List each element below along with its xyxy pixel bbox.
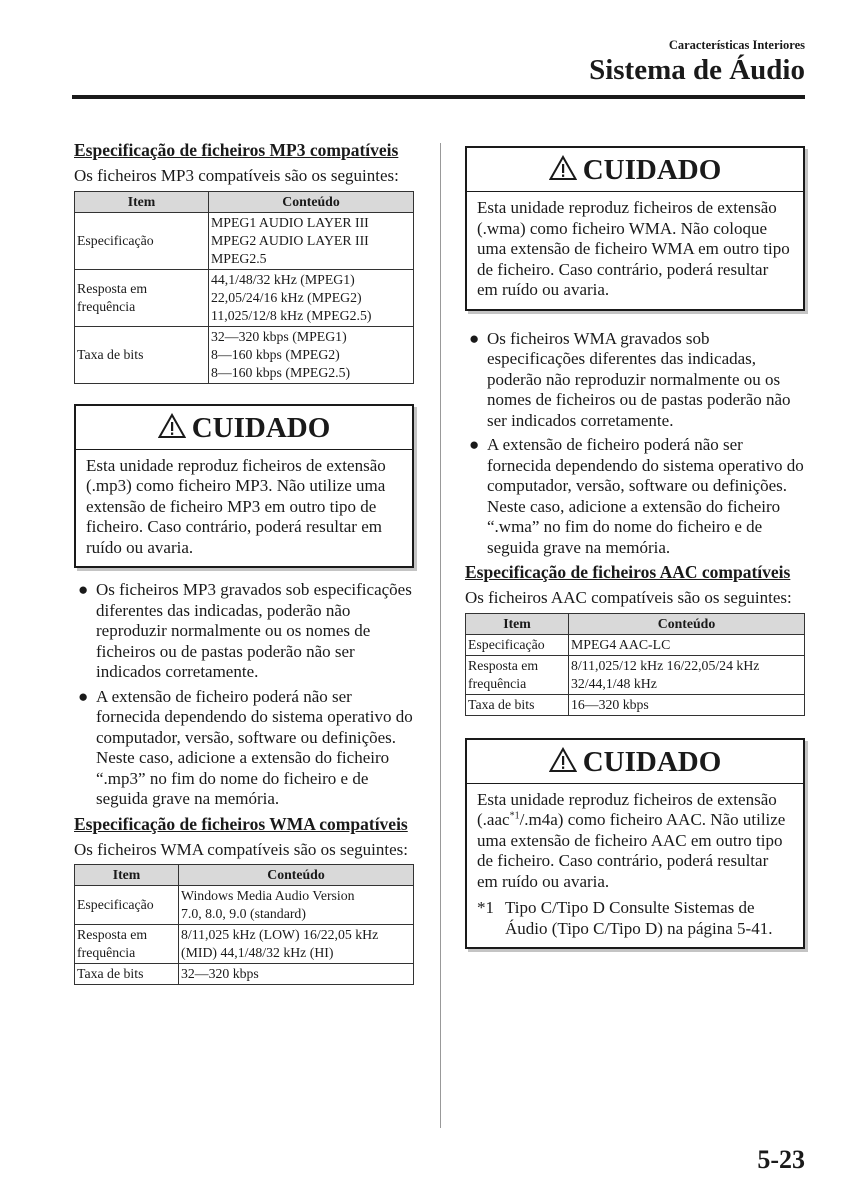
cell-content — [569, 655, 805, 694]
footnote-text: Tipo C/Tipo D Consulte Sistemas de Áudio (Tipo C/Tipo D) na página 5-41. — [505, 898, 773, 938]
mp3-spec-table — [74, 191, 414, 384]
wma-intro: Os ficheiros WMA compatíveis são os seguintes: — [74, 839, 408, 859]
warning-title: CUIDADO — [582, 154, 722, 186]
content-line: 44,1/48/32 kHz (MPEG1) — [211, 271, 355, 287]
aac-warning-box — [465, 738, 805, 950]
content-line: 8/11,025/12 kHz 16/22,05/24 kHz — [571, 657, 760, 673]
aac-spec-table — [465, 613, 805, 716]
bullet-text: A extensão de ficheiro poderá não ser fornecida dependendo do sistema operativo do computador, versão, software ou definições. Neste caso, adicione a extensão do ficheiro “.mp3” no fim do nome do ficheiro e de seguida grave na memória. — [96, 686, 413, 808]
left-column — [74, 140, 414, 985]
table-row — [466, 694, 805, 715]
aac-heading: Especificação de ficheiros AAC compatíveis — [465, 562, 791, 582]
content-line: 32/44,1/48 kHz — [571, 675, 657, 691]
wma-warning-box — [465, 146, 805, 311]
cell-item: Taxa de bits — [75, 326, 209, 383]
cell-item: Taxa de bits — [466, 694, 569, 715]
mp3-bullets — [74, 580, 414, 810]
mp3-intro: Os ficheiros MP3 compatíveis são os seguintes: — [74, 166, 399, 185]
cell-content — [569, 634, 805, 655]
right-column — [465, 146, 805, 949]
wma-bullets — [465, 329, 805, 559]
footnote — [477, 898, 793, 939]
content-line: MPEG4 AAC-LC — [571, 636, 671, 652]
column-header-item: Item — [75, 191, 209, 212]
table-header-row — [75, 191, 414, 212]
list-item — [465, 329, 805, 432]
warning-header — [76, 406, 412, 450]
table-row — [75, 925, 414, 964]
list-item — [74, 687, 414, 810]
column-header-content: Conteúdo — [209, 191, 414, 212]
warning-header — [467, 740, 803, 784]
list-item — [74, 580, 414, 683]
table-header-row — [466, 613, 805, 634]
cell-item: Resposta em frequência — [75, 925, 179, 964]
bullet-text: Os ficheiros MP3 gravados sob especificações diferentes das indicadas, poderão não reproduzir normalmente ou os nomes de ficheiros ou de pastas poderão não ser indicados corretamente. — [96, 580, 412, 681]
warning-header — [467, 148, 803, 192]
aac-intro: Os ficheiros AAC compatíveis são os seguintes: — [465, 588, 792, 607]
wma-spec-table — [74, 864, 414, 985]
warning-text-part: /.m4a) como ficheiro AAC. Não utilize uma extensão de ficheiro AAC em outro tipo de ficheiro. Caso contrário, poderá resultar em ruído ou avaria. — [477, 810, 786, 891]
cell-content — [209, 326, 414, 383]
content-line: 8/11,025 kHz (LOW) 16/22,05 kHz — [181, 927, 379, 942]
column-header-item: Item — [466, 613, 569, 634]
cell-item: Taxa de bits — [75, 964, 179, 985]
table-row — [75, 326, 414, 383]
column-header-content: Conteúdo — [569, 613, 805, 634]
header-rule — [72, 95, 805, 99]
content-line: 32—320 kbps (MPEG1) — [211, 328, 347, 344]
bullet-icon: ● — [78, 686, 89, 706]
cell-item: Especificação — [466, 634, 569, 655]
cell-content — [209, 212, 414, 269]
content-line: 16—320 kbps — [571, 696, 649, 712]
bullet-text: A extensão de ficheiro poderá não ser fornecida dependendo do sistema operativo do computador, versão, software ou definições. Neste caso, adicione a extensão do ficheiro “.wma” no fim do nome do ficheiro e de seguida grave na memória. — [487, 435, 804, 557]
page-number: 5-23 — [757, 1145, 805, 1174]
table-row — [75, 212, 414, 269]
table-row — [466, 655, 805, 694]
footnote-mark: *1 — [477, 898, 494, 917]
table-row — [75, 886, 414, 925]
list-item — [465, 435, 805, 558]
warning-triangle-icon — [549, 155, 577, 181]
mp3-warning-box — [74, 404, 414, 569]
warning-title: CUIDADO — [191, 411, 331, 444]
warning-text — [467, 784, 803, 948]
content-line: MPEG2 AUDIO LAYER III — [211, 232, 369, 248]
cell-content — [179, 925, 414, 964]
content-line: 7.0, 8.0, 9.0 (standard) — [181, 906, 306, 921]
section-header: Características Interiores — [668, 38, 805, 52]
warning-triangle-icon — [158, 413, 186, 439]
warning-triangle-icon — [549, 747, 577, 773]
content-line: 32—320 kbps — [181, 966, 259, 981]
cell-item: Resposta em frequência — [466, 655, 569, 694]
bullet-icon: ● — [469, 435, 480, 454]
warning-title: CUIDADO — [582, 745, 722, 778]
table-row — [75, 269, 414, 326]
bullet-icon: ● — [469, 328, 480, 348]
column-header-item: Item — [75, 865, 179, 886]
content-line: MPEG1 AUDIO LAYER III — [211, 214, 369, 230]
table-header-row — [75, 865, 414, 886]
cell-content — [179, 964, 414, 985]
warning-text: Esta unidade reproduz ficheiros de extensão (.mp3) como ficheiro MP3. Não utilize uma extensão de ficheiro MP3 em outro tipo de ficheiro. Caso contrário, poderá resultar em ruído ou avaria. — [86, 455, 386, 557]
content-line: 11,025/12/8 kHz (MPEG2.5) — [211, 307, 372, 323]
wma-heading: Especificação de ficheiros WMA compatíveis — [74, 813, 408, 834]
mp3-heading: Especificação de ficheiros MP3 compatíveis — [74, 140, 399, 160]
cell-item: Resposta em frequência — [75, 269, 209, 326]
cell-content — [569, 694, 805, 715]
content-line: 22,05/24/16 kHz (MPEG2) — [211, 289, 362, 305]
table-row — [75, 964, 414, 985]
column-header-content: Conteúdo — [179, 865, 414, 886]
bullet-icon: ● — [78, 580, 89, 599]
content-line: Windows Media Audio Version — [181, 888, 355, 903]
cell-content — [209, 269, 414, 326]
cell-content — [179, 886, 414, 925]
bullet-text: Os ficheiros WMA gravados sob especificações diferentes das indicadas, poderão não reproduzir normalmente ou os nomes de ficheiros ou de pastas poderão não ser indicados corretamente. — [487, 328, 791, 430]
footnote-ref: *1 — [509, 810, 520, 822]
column-divider — [440, 143, 441, 1128]
content-line: 8—160 kbps (MPEG2) — [211, 346, 340, 362]
cell-item: Especificação — [75, 886, 179, 925]
content-line: (MID) 44,1/48/32 kHz (HI) — [181, 945, 334, 960]
content-line: MPEG2.5 — [211, 250, 267, 266]
warning-text: Esta unidade reproduz ficheiros de extensão (.wma) como ficheiro WMA. Não coloque uma extensão de ficheiro WMA em outro tipo de ficheiro. Caso contrário, poderá resultar em ruído ou avaria. — [477, 198, 790, 299]
page-title: Sistema de Áudio — [589, 54, 805, 86]
content-line: 8—160 kbps (MPEG2.5) — [211, 364, 351, 380]
table-row — [466, 634, 805, 655]
warning-text-part: Esta unidade reproduz ficheiros de extensão (.aac — [477, 789, 777, 829]
cell-item: Especificação — [75, 212, 209, 269]
